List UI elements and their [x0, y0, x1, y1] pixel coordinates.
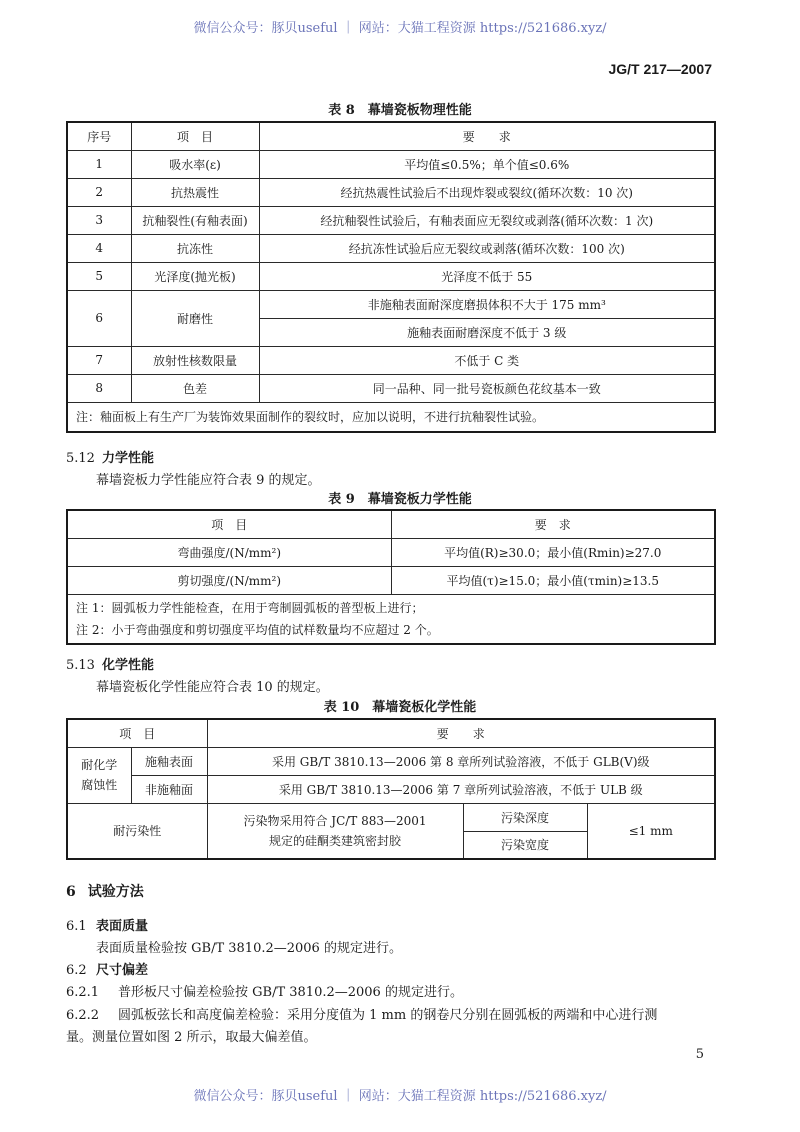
- row-item: 非施釉面: [131, 775, 207, 803]
- row-req: 同一品种、同一批号瓷板颜色花纹基本一致: [259, 374, 715, 402]
- stain-description: [207, 803, 463, 859]
- document-number: JG/T 217—2007: [608, 61, 712, 77]
- row-req: 采用 GB/T 3810.13—2006 第 7 章所列试验溶液，不低于 ULB 级: [207, 775, 715, 803]
- section-5-12-text: 幕墙瓷板力学性能应符合表 9 的规定。: [96, 473, 321, 488]
- section-6-heading: [66, 881, 144, 901]
- section-5-12-heading: [66, 447, 154, 466]
- table-row: [67, 178, 715, 206]
- table-row: [67, 262, 715, 290]
- section-number: 6.2.2: [66, 1008, 100, 1023]
- row-item: 抗热震性: [131, 178, 259, 206]
- watermark-top: 微信公众号：豚贝useful ｜ 网站：大猫工程资源 https://521686.xyz/: [193, 21, 607, 36]
- section-6-2-heading: [66, 959, 148, 978]
- section-number: 6.2.1: [66, 985, 100, 1000]
- row-no: 7: [67, 346, 131, 374]
- table9-header-item: 项 目: [67, 510, 391, 538]
- corrosion-label: 耐化学腐蚀性: [67, 747, 131, 803]
- table10-header-req: 要 求: [207, 719, 715, 747]
- row-req: 平均值(τ)≥15.0；最小值(τmin)≥13.5: [391, 566, 715, 594]
- table8-header-req: 要 求: [259, 122, 715, 150]
- table8-header-row: [67, 122, 715, 150]
- row-req: 平均值≤0.5%；单个值≤0.6%: [259, 150, 715, 178]
- section-6-1-text: 表面质量检验按 GB/T 3810.2—2006 的规定进行。: [96, 941, 402, 956]
- table-row: [67, 566, 715, 594]
- table10: [66, 718, 716, 860]
- table8-note-row: [67, 402, 715, 432]
- row-item: 光泽度(抛光板): [131, 262, 259, 290]
- section-number: 5.12: [66, 451, 95, 466]
- section-5-13-text: 幕墙瓷板化学性能应符合表 10 的规定。: [96, 680, 329, 695]
- section-title: 化学性能: [102, 658, 155, 673]
- row-item: 抗冻性: [131, 234, 259, 262]
- table-row: [67, 374, 715, 402]
- row-item: 抗釉裂性(有釉表面): [131, 206, 259, 234]
- table10-caption: 表 10 幕墙瓷板化学性能: [323, 700, 477, 715]
- row-req: 采用 GB/T 3810.13—2006 第 8 章所列试验溶液，不低于 GLB(V)级: [207, 747, 715, 775]
- row-no: 6: [67, 290, 131, 346]
- table-row: [67, 747, 715, 775]
- row-req: 非施釉表面耐深度磨损体积不大于 175 mm³: [259, 290, 715, 318]
- row-req: 不低于 C 类: [259, 346, 715, 374]
- section-6-2-2: [66, 1004, 657, 1023]
- row-req: 经抗热震性试验后不出现炸裂或裂纹(循环次数：10 次): [259, 178, 715, 206]
- table-row: [67, 538, 715, 566]
- row-req: 施釉表面耐磨深度不低于 3 级: [259, 318, 715, 346]
- section-6-2-2-line2: 量。测量位置如图 2 所示，取最大偏差值。: [66, 1030, 317, 1045]
- row-item: 吸水率(ε): [131, 150, 259, 178]
- table10-header-row: [67, 719, 715, 747]
- table8-header-no: 序号: [67, 122, 131, 150]
- row-no: 1: [67, 150, 131, 178]
- table9-notes: [67, 594, 715, 644]
- table10-header-item: 项 目: [67, 719, 207, 747]
- section-number: 6.2: [66, 963, 87, 978]
- row-no: 8: [67, 374, 131, 402]
- row-no: 3: [67, 206, 131, 234]
- section-title: 表面质量: [96, 919, 149, 934]
- table9-caption: 表 9 幕墙瓷板力学性能: [328, 492, 472, 507]
- row-no: 5: [67, 262, 131, 290]
- table9-notes-row: [67, 594, 715, 644]
- row-req: 经抗釉裂性试验后，有釉表面应无裂纹或剥落(循环次数：1 次): [259, 206, 715, 234]
- table8-header-item: 项 目: [131, 122, 259, 150]
- row-req: 光泽度不低于 55: [259, 262, 715, 290]
- section-title: 试验方法: [87, 884, 144, 900]
- table-row: [67, 234, 715, 262]
- section-number: 6: [66, 884, 76, 900]
- section-title: 尺寸偏差: [96, 963, 149, 978]
- table8: [66, 121, 716, 433]
- stain-depth: 污染深度: [463, 803, 587, 831]
- table-row: [67, 150, 715, 178]
- table-row: [67, 290, 715, 318]
- table9-header-row: [67, 510, 715, 538]
- table9: [66, 509, 716, 645]
- section-text: 普形板尺寸偏差检验按 GB/T 3810.2—2006 的规定进行。: [118, 985, 463, 1000]
- table8-caption: 表 8 幕墙瓷板物理性能: [328, 103, 472, 118]
- stain-limit: ≤1 mm: [587, 803, 715, 859]
- table8-note: 注：釉面板上有生产厂为装饰效果面制作的裂纹时，应加以说明，不进行抗釉裂性试验。: [67, 402, 715, 432]
- section-text-line1: 圆弧板弦长和高度偏差检验：采用分度值为 1 mm 的钢卷尺分别在圆弧板的两端和中心进行测: [118, 1008, 658, 1023]
- row-no: 4: [67, 234, 131, 262]
- row-item: 施釉表面: [131, 747, 207, 775]
- row-item: 色差: [131, 374, 259, 402]
- stain-width: 污染宽度: [463, 831, 587, 859]
- table9-note-2: 注 2：小于弯曲强度和剪切强度平均值的试样数量均不应超过 2 个。: [76, 622, 439, 637]
- table9-header-req: 要 求: [391, 510, 715, 538]
- section-5-13-heading: [66, 654, 154, 673]
- row-req: 平均值(R)≥30.0；最小值(Rmin)≥27.0: [391, 538, 715, 566]
- section-title: 力学性能: [102, 451, 155, 466]
- row-item: 放射性核数限量: [131, 346, 259, 374]
- stain-desc-line1: 污染物采用符合 JC/T 883—2001: [243, 813, 427, 828]
- table-row: [67, 346, 715, 374]
- row-item: 弯曲强度/(N/mm²): [67, 538, 391, 566]
- table-row: [67, 803, 715, 831]
- row-item: 剪切强度/(N/mm²): [67, 566, 391, 594]
- watermark-bottom: 微信公众号：豚贝useful ｜ 网站：大猫工程资源 https://521686.xyz/: [193, 1089, 607, 1104]
- row-no: 2: [67, 178, 131, 206]
- row-item: 耐磨性: [131, 290, 259, 346]
- table-row: [67, 775, 715, 803]
- table9-note-1: 注 1：圆弧板力学性能检查，在用于弯制圆弧板的普型板上进行；: [76, 600, 424, 615]
- row-req: 经抗冻性试验后应无裂纹或剥落(循环次数：100 次): [259, 234, 715, 262]
- stain-desc-line2: 规定的硅酮类建筑密封胶: [269, 833, 402, 848]
- section-6-1-heading: [66, 915, 148, 934]
- stain-label: 耐污染性: [67, 803, 207, 859]
- table-row: [67, 206, 715, 234]
- section-number: 6.1: [66, 919, 87, 934]
- section-number: 5.13: [66, 658, 95, 673]
- section-6-2-1: [66, 981, 463, 1000]
- page-number: 5: [695, 1047, 704, 1062]
